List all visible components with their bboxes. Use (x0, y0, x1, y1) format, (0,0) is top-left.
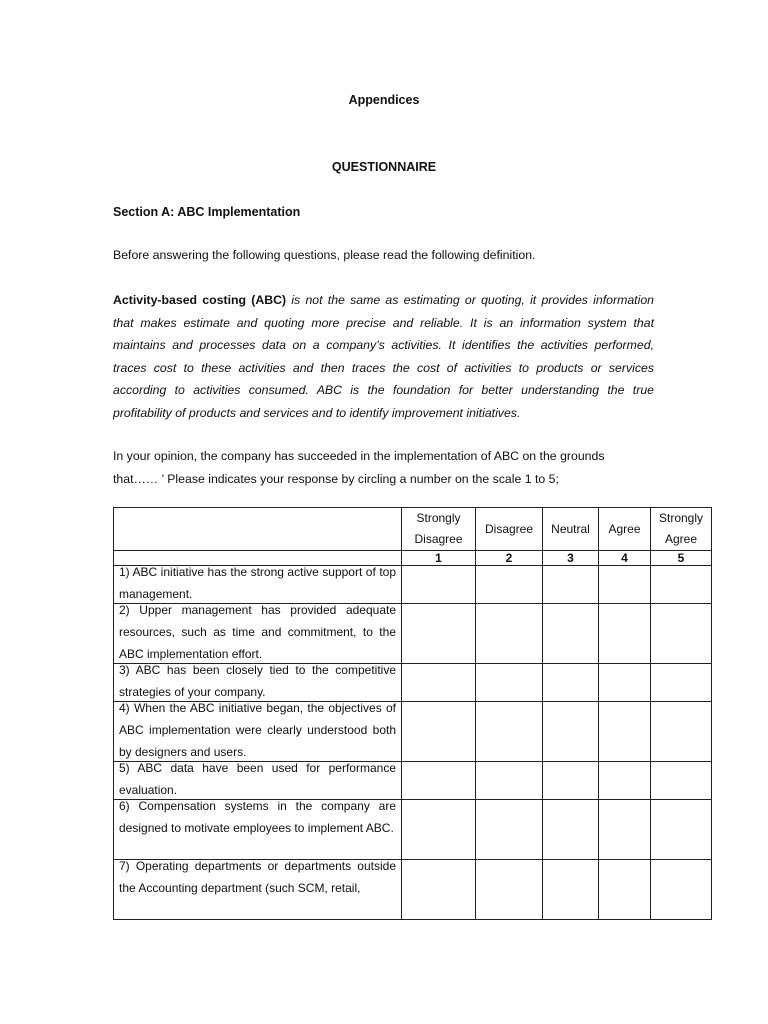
column-header-agree: Agree (599, 508, 651, 551)
response-cell[interactable] (476, 604, 543, 664)
definition-line: traces cost to these activities and then traces the cost of activities to products or services (113, 360, 654, 375)
table-row (114, 604, 712, 664)
response-cell[interactable] (543, 762, 599, 800)
statement-cell: 5) ABC data have been used for performance evaluation. (114, 762, 402, 800)
scale-number-2: 2 (476, 551, 543, 566)
response-cell[interactable] (599, 800, 651, 860)
scale-number-3: 3 (543, 551, 599, 566)
response-cell[interactable] (599, 664, 651, 702)
response-cell[interactable] (402, 664, 476, 702)
table-row (114, 800, 712, 860)
response-cell[interactable] (543, 604, 599, 664)
definition-line: maintains and processes data on a company’s activities. It identifies the activities performed, (113, 338, 654, 353)
statement-cell: 7) Operating departments or departments outside the Accounting department (such SCM, retail, (114, 860, 402, 920)
likert-scale-table (113, 507, 712, 920)
table-row (114, 664, 712, 702)
definition-term: Activity-based costing (ABC) (113, 293, 287, 307)
table-row (114, 860, 712, 920)
response-cell[interactable] (476, 800, 543, 860)
response-cell[interactable] (476, 860, 543, 920)
definition-line: according to activities consumed. ABC is the foundation for better understanding the true (113, 383, 654, 398)
definition-line: profitability of products and services and to identify improvement initiatives. (113, 405, 521, 420)
response-cell[interactable] (599, 702, 651, 762)
statement-cell: 4) When the ABC initiative began, the objectives of ABC implementation were clearly understood both by designers and users. (114, 702, 402, 762)
response-cell[interactable] (599, 604, 651, 664)
response-cell[interactable] (402, 566, 476, 604)
intro-text: Before answering the following questions, please read the following definition. (113, 248, 536, 262)
table-row (114, 762, 712, 800)
column-header-neutral: Neutral (543, 508, 599, 551)
scale-number-4: 4 (599, 551, 651, 566)
definition-line: that makes estimate and quoting more precise and reliable. It is an information system that (113, 315, 654, 330)
statement-cell: 6) Compensation systems in the company are designed to motivate employees to implement ABC. (114, 800, 402, 860)
response-cell[interactable] (543, 860, 599, 920)
table-row (114, 702, 712, 762)
table-row (114, 566, 712, 604)
response-cell[interactable] (476, 566, 543, 604)
response-cell[interactable] (651, 762, 712, 800)
response-cell[interactable] (402, 762, 476, 800)
response-cell[interactable] (599, 762, 651, 800)
statement-cell: 3) ABC has been closely tied to the competitive strategies of your company. (114, 664, 402, 702)
response-cell[interactable] (476, 762, 543, 800)
response-cell[interactable] (599, 860, 651, 920)
response-cell[interactable] (543, 664, 599, 702)
scale-number-5: 5 (651, 551, 712, 566)
response-cell[interactable] (651, 604, 712, 664)
response-cell[interactable] (651, 664, 712, 702)
page-heading: Appendices (348, 93, 420, 107)
response-cell[interactable] (476, 702, 543, 762)
response-cell[interactable] (543, 800, 599, 860)
section-title: Section A: ABC Implementation (113, 205, 301, 219)
response-cell[interactable] (543, 566, 599, 604)
questionnaire-title: QUESTIONNAIRE (331, 160, 437, 174)
definition-line: Activity-based costing (ABC) is not the same as estimating or quoting, it provides information (113, 293, 655, 307)
response-cell[interactable] (651, 800, 712, 860)
statement-cell: 2) Upper management has provided adequate resources, such as time and commitment, to the ABC implementation effort. (114, 604, 402, 664)
scale-header-row (114, 508, 712, 551)
response-cell[interactable] (402, 604, 476, 664)
response-cell[interactable] (543, 702, 599, 762)
response-cell[interactable] (651, 702, 712, 762)
column-header-strongly-disagree: Strongly Disagree (402, 508, 476, 551)
response-cell[interactable] (402, 860, 476, 920)
statement-header-cell (114, 508, 402, 551)
response-cell[interactable] (651, 860, 712, 920)
response-cell[interactable] (651, 566, 712, 604)
response-cell[interactable] (402, 702, 476, 762)
statement-cell: 1) ABC initiative has the strong active support of top management. (114, 566, 402, 604)
instruction-text: In your opinion, the company has succeeded in the implementation of ABC on the grounds that…… ’ Please indicates your response by circling a number on the scale 1 to 5; (113, 449, 605, 486)
response-cell[interactable] (599, 566, 651, 604)
column-header-disagree: Disagree (476, 508, 543, 551)
scale-number-1: 1 (402, 551, 476, 566)
response-cell[interactable] (476, 664, 543, 702)
definition-paragraph (113, 289, 654, 425)
column-header-strongly-agree: Strongly Agree (651, 508, 712, 551)
response-cell[interactable] (402, 800, 476, 860)
